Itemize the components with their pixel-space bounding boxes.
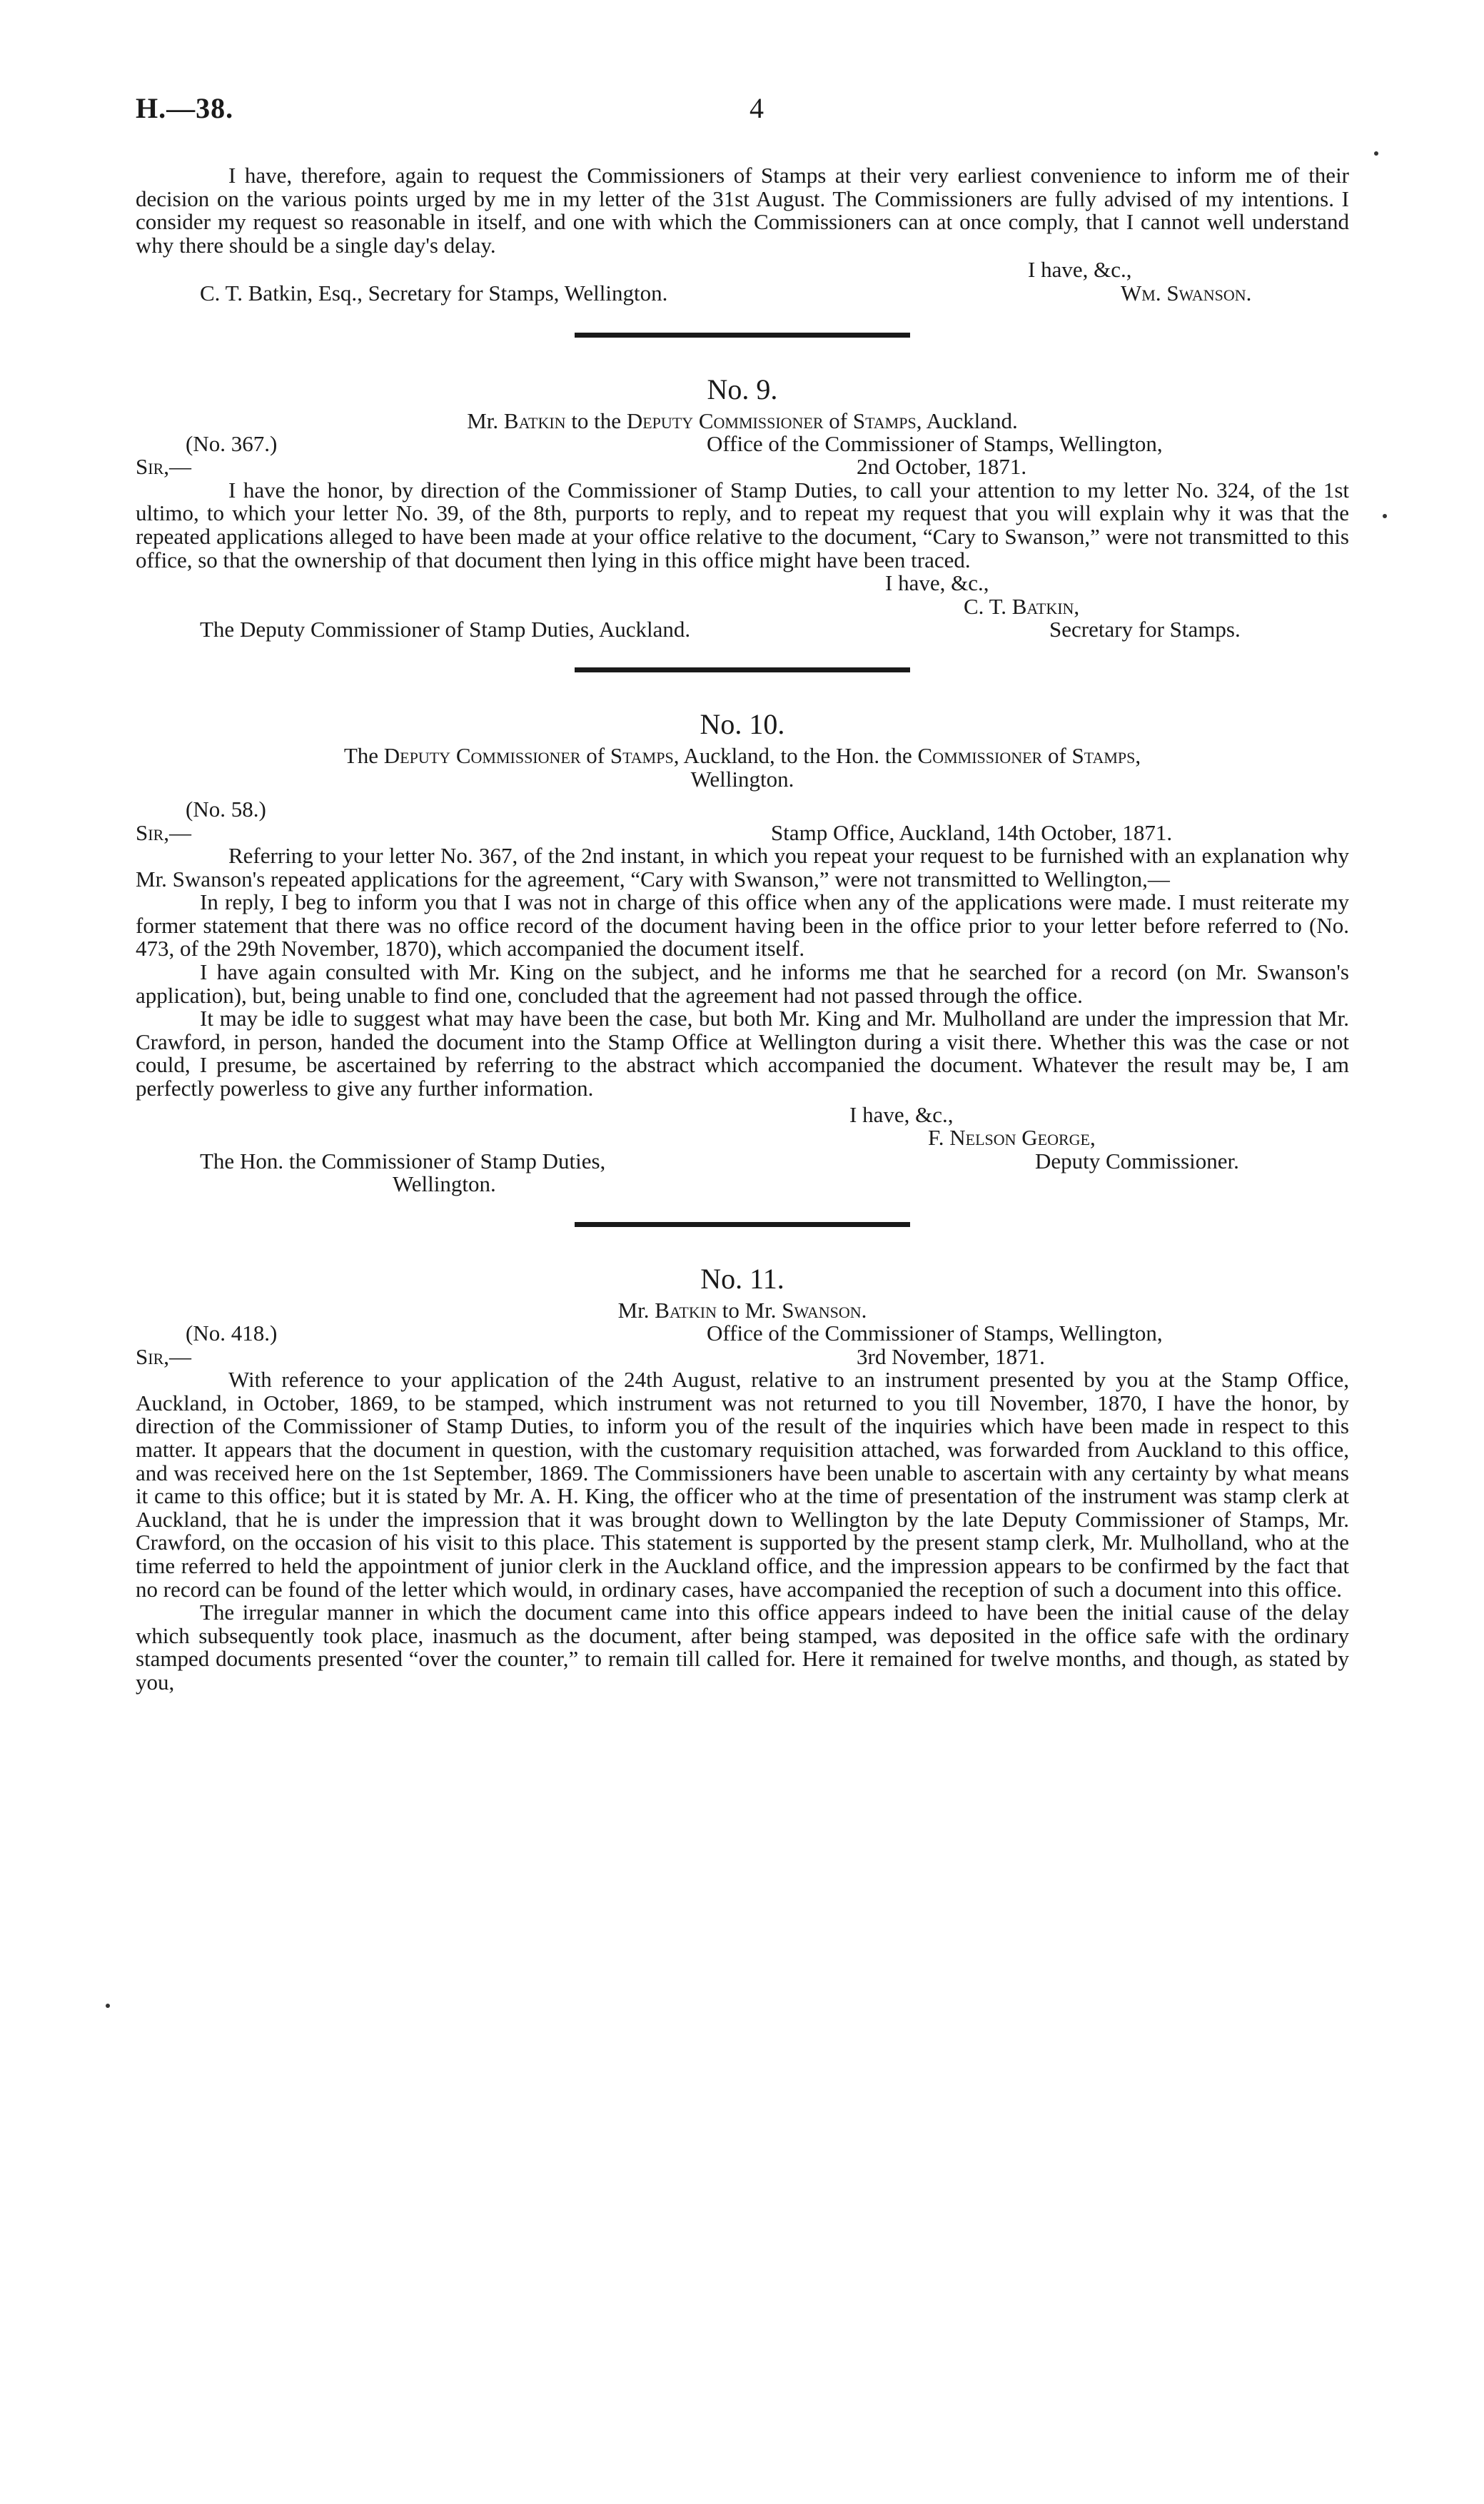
signature: F. Nelson George, — [928, 1125, 1096, 1151]
letter-subheading: Mr. Batkin to Mr. Swanson. — [617, 1298, 867, 1323]
document-body — [136, 164, 1349, 1695]
letter-no-10 — [136, 708, 1349, 1196]
addressee-row — [136, 618, 1349, 642]
letter-subheading: Mr. Batkin to the Deputy Commissioner of Stamps, Auckland. — [467, 408, 1018, 433]
closing-row — [136, 572, 1349, 595]
closing: I have, &c., — [849, 1101, 954, 1127]
letter-subheading: The Deputy Commissioner of Stamps, Auckland, to the Hon. the Commissioner of Stamps, — [343, 742, 1141, 768]
addressee-row — [136, 282, 1349, 306]
page-header — [136, 91, 1349, 134]
signature-row — [136, 595, 1349, 619]
addressee: The Hon. the Commissioner of Stamp Duties, — [200, 1148, 606, 1173]
signature: Wm. Swanson. — [1121, 280, 1252, 306]
letter-no-8-continuation — [136, 164, 1349, 306]
addressee: The Deputy Commissioner of Stamp Duties, Auckland. — [200, 617, 691, 642]
section-divider — [575, 333, 910, 338]
addressee-city: Wellington. — [393, 1171, 496, 1197]
margin-mark — [1383, 514, 1387, 518]
addressee: C. T. Batkin, Esq., Secretary for Stamps, Wellington. — [200, 280, 668, 306]
salutation-row — [136, 819, 1349, 845]
section-divider — [575, 667, 910, 672]
letter-no-9 — [136, 373, 1349, 642]
salutation: Sir,— — [136, 454, 191, 480]
paragraph: Referring to your letter No. 367, of the 2nd instant, in which you repeat your request to be furnished with an explanation why Mr. Swanson's repeated applications for the agreement, “Cary with Swanson,” were not transmitted to Wellington,— — [136, 843, 1349, 892]
paragraph: In reply, I beg to inform you that I was not in charge of this office when any of the applications were made. I must reiterate my former statement that there was no office record of the document having been in the office prior to your letter before referred to (No. 473, of the 29th November, 1870), which accompanied the document itself. — [136, 889, 1349, 961]
closing-row — [136, 258, 1349, 282]
addressee-row — [136, 1150, 1349, 1173]
office-address: Office of the Commissioner of Stamps, Wellington, — [707, 430, 1163, 456]
margin-mark — [1374, 151, 1378, 156]
closing: I have, &c., — [1028, 257, 1132, 283]
page-number: 4 — [749, 92, 764, 124]
letter-heading: No. 10. — [700, 707, 785, 740]
reference-row — [136, 1322, 1349, 1346]
salutation: Sir,— — [136, 1343, 191, 1369]
letter-subheading-line2: Wellington. — [690, 766, 794, 792]
salutation: Sir,— — [136, 819, 191, 845]
signature-title: Deputy Commissioner. — [1035, 1148, 1239, 1173]
closing: I have, &c., — [885, 570, 989, 596]
section-divider — [575, 1222, 910, 1227]
paragraph: I have again consulted with Mr. King on the subject, and he informs me that he searched for a record (on Mr. Swanson's application), but, being unable to find one, concluded that the agreement had not passed through the office. — [136, 959, 1349, 1008]
signature-row — [136, 1126, 1349, 1150]
document-code: H.—38. — [136, 92, 234, 124]
reference-number: (No. 367.) — [186, 430, 278, 456]
office-address: Office of the Commissioner of Stamps, Wellington, — [707, 1321, 1163, 1346]
reference-row — [136, 430, 1349, 456]
paragraph: I have, therefore, again to request the Commissioners of Stamps at their very earliest convenience to inform me of their decision on the various points urged by me in my letter of the 31st August. The Commissioners are fully advised of my intentions. I consider my request so reasonable in itself, and one with which the Commissioners can at once comply, that I cannot well understand why there should be a single day's delay. — [136, 163, 1349, 258]
paragraph: The irregular manner in which the document came into this office appears indeed to have been the initial cause of the delay which subsequently took place, inasmuch as the document, after being stamped, was deposited in the office safe with the ordinary stamped documents presented “over the counter,” to remain till called for. Here it remained for twelve months, and though, as stated by you, — [136, 1600, 1349, 1695]
letter-heading: No. 9. — [707, 373, 778, 405]
reference-number: (No. 58.) — [186, 796, 266, 822]
salutation-row — [136, 1343, 1349, 1369]
letter-no-11 — [136, 1263, 1349, 1695]
reference-row — [136, 798, 1349, 822]
paragraph: With reference to your application of the 24th August, relative to an instrument presented by you at the Stamp Office, Auckland, in October, 1869, to be stamped, which instrument was not returned to you till November, 1870, I have the honor, by direction of the Commissioner of Stamp Duties, to inform you of the result of the inquiries which have been made in respect to this matter. It appears that the document in question, with the customary requisition attached, was forwarded from Auckland to this office, and was received here on the 1st September, 1869. The Commissioners have been unable to ascertain with any certainty by what means it came to this office; but it is stated by Mr. A. H. King, the officer who at the time of presentation of the instrument was stamp clerk at Auckland, that he is under the impression that it was brought down to Wellington by the late Deputy Commissioner of Stamps, Mr. Crawford, on the occasion of his visit to this place. This statement is supported by the present stamp clerk, Mr. Mulholland, who at the time referred to held the appointment of junior clerk in the Auckland office, and the impression appears to be confirmed by the fact that no record can be found of the letter which would, in ordinary cases, have accompanied the reception of such a document into this office. — [136, 1367, 1349, 1602]
paragraph: I have the honor, by direction of the Commissioner of Stamp Duties, to call your attention to my letter No. 324, of the 1st ultimo, to which your letter No. 39, of the 8th, purports to reply, and to repeat my request that you will explain why it was that the repeated applications alleged to have been made at your office relative to the document, “Cary to Swanson,” were not transmitted to this office, so that the ownership of that document then lying in this office might have been traced. — [136, 477, 1349, 572]
margin-mark — [106, 2004, 110, 2008]
office-date: Stamp Office, Auckland, 14th October, 1871. — [771, 819, 1173, 845]
reference-number: (No. 418.) — [186, 1321, 278, 1346]
letter-date: 3rd November, 1871. — [857, 1343, 1045, 1369]
letter-date: 2nd October, 1871. — [857, 454, 1027, 480]
signature: C. T. Batkin, — [964, 593, 1080, 619]
addressee-row-2 — [136, 1173, 1349, 1196]
paragraph: It may be idle to suggest what may have been the case, but both Mr. King and Mr. Mulholland are under the impression that Mr. Crawford, in person, handed the document into the Stamp Office at Wellington during a visit there. Whether this was the case or not could, I presume, be ascertained by referring to the abstract which accompanied the document. Whatever the result may be, I am perfectly powerless to give any further information. — [136, 1006, 1349, 1101]
letter-heading: No. 11. — [700, 1263, 784, 1295]
salutation-row — [136, 455, 1349, 479]
closing-row — [136, 1101, 1349, 1127]
signature-title: Secretary for Stamps. — [1049, 617, 1241, 642]
